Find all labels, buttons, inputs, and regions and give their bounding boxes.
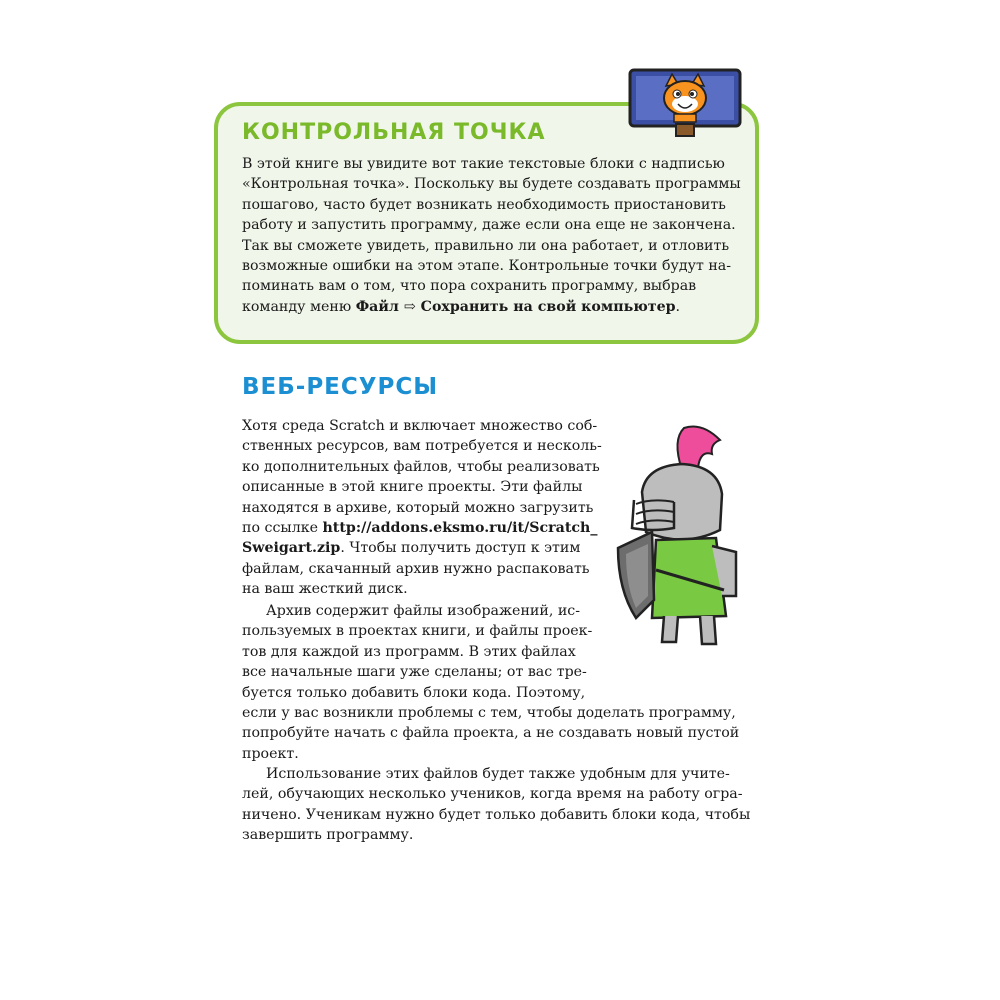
knight-illustration-icon (612, 420, 762, 650)
download-link[interactable]: Sweigart.zip (242, 540, 341, 557)
text-line: проект. (242, 745, 299, 762)
text-line: Архив содержит файлы изображений, ис- (266, 603, 581, 619)
text-line: пошагово, часто будет возникать необходимость приостановить (242, 196, 726, 213)
text-fragment: . (675, 298, 681, 315)
text-line: пользуемых в проектах книги, и файлы проек- (242, 623, 593, 640)
text-fragment: по ссылке (242, 520, 323, 537)
checkpoint-title: КОНТРОЛЬНАЯ ТОЧКА (242, 120, 546, 145)
text-line: описанные в этой книге проекты. Эти файлы (242, 479, 583, 496)
checkpoint-text (242, 154, 741, 317)
text-line: тов для каждой из программ. В этих файлах (242, 643, 576, 660)
text-line (242, 538, 602, 558)
text-fragment: . Чтобы получить доступ к этим (340, 540, 581, 557)
download-link[interactable]: http://addons.eksmo.ru/it/Scratch_ (322, 520, 598, 537)
text-line: находятся в архиве, который можно загрузить (242, 499, 594, 516)
text-line: завершить программу. (242, 827, 414, 844)
text-line: лей, обучающих несколько учеников, когда время на работу огра- (242, 786, 743, 803)
menu-path: Файл ⇨ Сохранить на свой компьютер (355, 298, 676, 315)
paragraph-1 (242, 416, 602, 600)
text-line: «Контрольная точка». Поскольку вы будете создавать программы (242, 176, 741, 193)
text-line (242, 297, 728, 317)
text-line: Использование этих файлов будет также удобным для учите- (266, 766, 730, 782)
text-line: если у вас возникли проблемы с тем, чтобы доделать программу, (242, 705, 736, 722)
text-line: ственных ресурсов, вам потребуется и несколь- (242, 438, 602, 455)
scratch-cat-monitor-icon (626, 66, 744, 138)
text-fragment: команду меню (242, 298, 356, 315)
text-line: работу и запустить программу, даже если она еще не закончена. (242, 217, 736, 234)
text-line: все начальные шаги уже сделаны; от вас тре- (242, 664, 587, 681)
text-line: Так вы сможете увидеть, правильно ли она работает, и отловить (242, 237, 730, 254)
text-line: ко дополнительных файлов, чтобы реализовать (242, 458, 600, 475)
text-line (242, 518, 602, 538)
paragraph-3 (242, 764, 750, 846)
text-line: попробуйте начать с файла проекта, а не создавать новый пустой (242, 725, 740, 742)
text-line: файлам, скачанный архив нужно распаковать (242, 560, 590, 577)
text-line: поминать вам о том, что пора сохранить программу, выбрав (242, 278, 697, 295)
section-title: ВЕБ-РЕСУРСЫ (242, 374, 439, 400)
text-line: буется только добавить блоки кода. Поэтому, (242, 684, 586, 701)
text-line: на ваш жесткий диск. (242, 581, 408, 598)
text-line: В этой книге вы увидите вот такие текстовые блоки с надписью (242, 156, 725, 172)
text-line: Хотя среда Scratch и включает множество соб- (242, 418, 598, 434)
text-line: ничено. Ученикам нужно будет только добавить блоки кода, чтобы (242, 806, 751, 823)
text-line: возможные ошибки на этом этапе. Контрольные точки будут на- (242, 258, 732, 275)
